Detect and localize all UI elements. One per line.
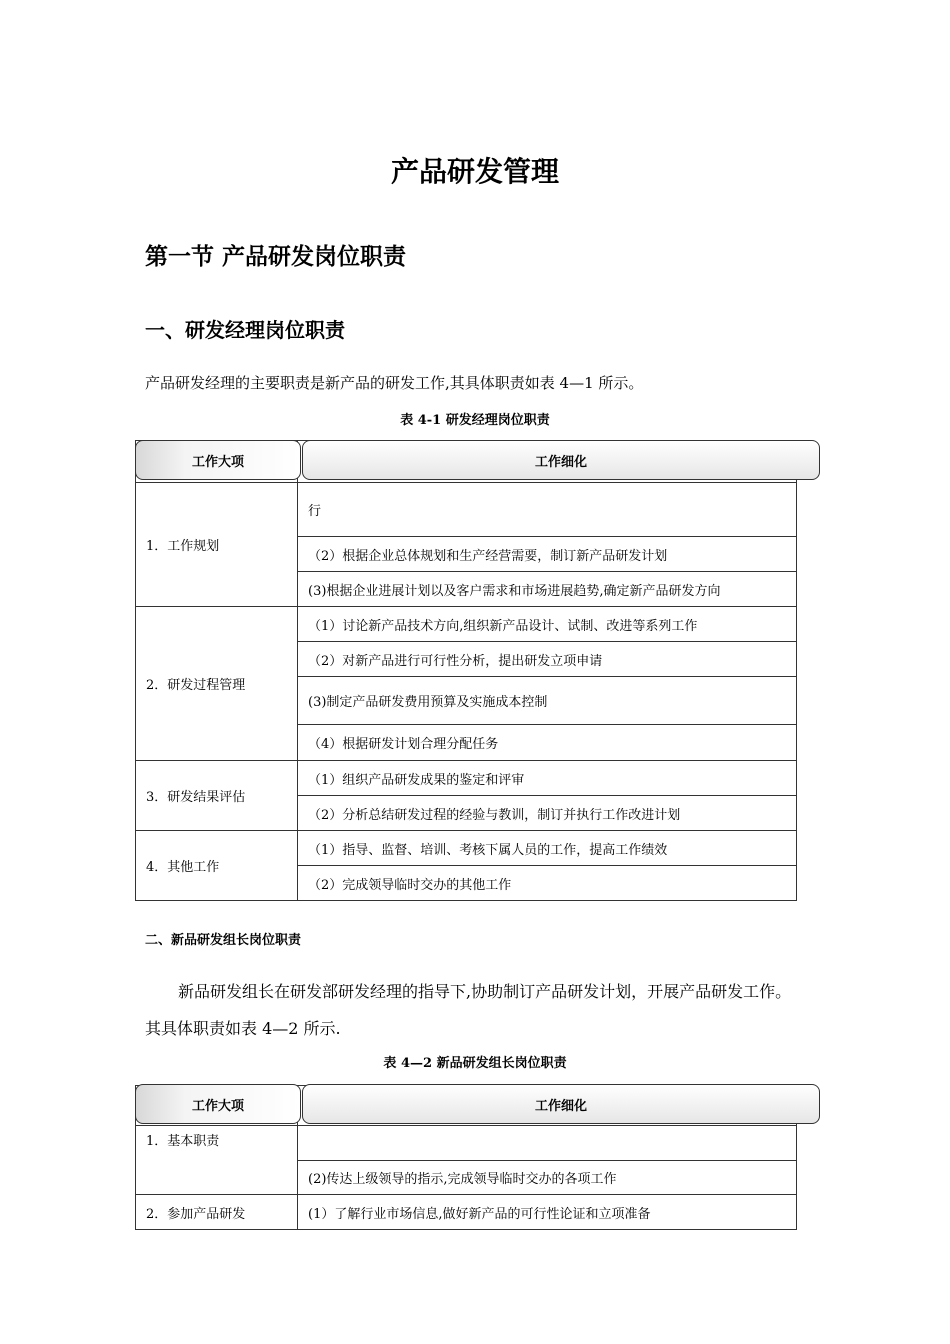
category-cell: 1．工作规划 bbox=[136, 483, 298, 607]
detail-cell bbox=[298, 1126, 797, 1161]
detail-cell: （2）分析总结研发过程的经验与教训，制订并执行工作改进计划 bbox=[298, 796, 797, 831]
table-row bbox=[136, 761, 797, 796]
table1-header-item: 工作大项 bbox=[135, 440, 301, 480]
detail-cell: （2）对新产品进行可行性分析，提出研发立项申请 bbox=[298, 642, 797, 677]
table-row bbox=[136, 831, 797, 866]
table-1 bbox=[135, 440, 797, 901]
detail-cell: 行 bbox=[298, 483, 797, 537]
category-cell: 2．参加产品研发 bbox=[136, 1195, 298, 1230]
detail-cell: (3)制定产品研发费用预算及实施成本控制 bbox=[298, 677, 797, 725]
section-heading: 第一节 产品研发岗位职责 bbox=[145, 244, 407, 270]
detail-cell: （4）根据研发计划合理分配任务 bbox=[298, 725, 797, 761]
table-row bbox=[136, 483, 797, 537]
detail-cell: （2）根据企业总体规划和生产经营需要，制订新产品研发计划 bbox=[298, 537, 797, 572]
detail-cell: （1）指导、监督、培训、考核下属人员的工作，提高工作绩效 bbox=[298, 831, 797, 866]
detail-cell: （1）组织产品研发成果的鉴定和评审 bbox=[298, 761, 797, 796]
page-title: 产品研发管理 bbox=[390, 155, 559, 188]
subsection-heading-1: 一、研发经理岗位职责 bbox=[145, 318, 345, 342]
detail-cell: （2）完成领导临时交办的其他工作 bbox=[298, 866, 797, 901]
table2-header-detail: 工作细化 bbox=[302, 1084, 820, 1124]
table-row bbox=[136, 1126, 797, 1161]
category-cell: 4．其他工作 bbox=[136, 831, 298, 901]
table-row bbox=[136, 607, 797, 642]
table1-header-detail: 工作细化 bbox=[302, 440, 820, 480]
table2-caption: 表 4—2 新品研发组长岗位职责 bbox=[383, 1056, 567, 1071]
detail-cell: （1）讨论新产品技术方向,组织新产品设计、试制、改进等系列工作 bbox=[298, 607, 797, 642]
category-cell: 1．基本职责 bbox=[136, 1126, 298, 1195]
category-cell: 2．研发过程管理 bbox=[136, 607, 298, 761]
table-row bbox=[136, 1195, 797, 1230]
detail-cell: (1）了解行业市场信息,做好新产品的可行性论证和立项准备 bbox=[298, 1195, 797, 1230]
subsection-heading-2: 二、新品研发组长岗位职责 bbox=[145, 933, 302, 948]
table1-caption: 表 4-1 研发经理岗位职责 bbox=[400, 413, 550, 428]
paragraph-2-line-1: 新品研发组长在研发部研发经理的指导下,协助制订产品研发计划，开展产品研发工作。 bbox=[178, 982, 792, 1001]
category-cell: 3．研发结果评估 bbox=[136, 761, 298, 831]
intro-paragraph: 产品研发经理的主要职责是新产品的研发工作,其具体职责如表 4—1 所示。 bbox=[145, 374, 644, 392]
detail-cell: (2)传达上级领导的指示,完成领导临时交办的各项工作 bbox=[298, 1161, 797, 1195]
table2-header-item: 工作大项 bbox=[135, 1084, 301, 1124]
detail-cell: (3)根据企业进展计划以及客户需求和市场进展趋势,确定新产品研发方向 bbox=[298, 572, 797, 607]
paragraph-2-line-2: 其具体职责如表 4—2 所示. bbox=[145, 1019, 341, 1038]
